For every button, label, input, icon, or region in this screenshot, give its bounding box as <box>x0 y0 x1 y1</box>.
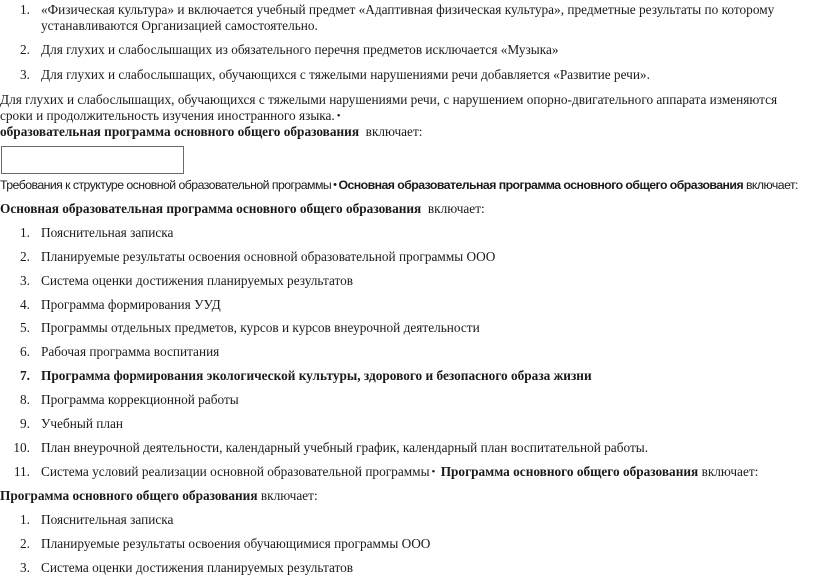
section-heading <box>0 488 318 504</box>
list-item-text: Система условий реализации основной образовательной программы <box>41 464 430 479</box>
list-item-text: Программа коррекционной работы <box>41 392 239 407</box>
list-item-text: Пояснительная записка <box>41 512 174 527</box>
list-number: 2. <box>20 249 30 264</box>
list-item-text: Система оценки достижения планируемых результатов <box>41 560 354 575</box>
bullet-icon: • <box>431 466 436 478</box>
section-heading <box>0 201 485 217</box>
list-item-text: Учебный план <box>41 416 124 431</box>
heading-bold-text: Основная образовательная программа основного общего образования <box>0 201 422 216</box>
list-item-text: Программа формирования экологической культуры, здорового и безопасного образа жизни <box>41 368 592 383</box>
list-number: 1. <box>20 225 30 240</box>
empty-frame <box>1 146 184 174</box>
heading-rest-text: включает: <box>260 488 318 503</box>
list-number: 3. <box>20 560 30 575</box>
list-number: 3. <box>20 67 30 82</box>
list-item-text: Программы отдельных предметов, курсов и курсов внеурочной деятельности <box>41 320 480 335</box>
list-item-text: Планируемые результаты освоения обучающимися программы ООО <box>41 536 431 551</box>
list-item-composite <box>41 464 758 481</box>
list-number: 3. <box>20 273 30 288</box>
list-item-rest-text: включает: <box>701 464 759 479</box>
heading-rest-text: включает: <box>427 201 485 216</box>
list-item-text-continued: устанавливаются Организацией самостоятельно. <box>41 18 318 33</box>
list-item-text: Для глухих и слабослышащих из обязательного перечня предметов исключается «Музыка» <box>41 42 559 57</box>
list-item-text: Для глухих и слабослышащих, обучающихся с тяжелыми нарушениями речи добавляется «Развитие речи». <box>41 67 650 82</box>
heading-rest-text: включает: <box>365 124 423 139</box>
list-number: 6. <box>20 344 30 359</box>
requirements-rest-text: включает: <box>745 178 798 192</box>
requirements-line <box>0 177 798 194</box>
list-number: 1. <box>20 512 30 527</box>
heading-bold-text: образовательная программа основного общего образования <box>0 124 360 139</box>
bullet-icon: • <box>336 110 341 122</box>
list-number: 11. <box>13 464 30 479</box>
heading-bold-text: Программа основного общего образования <box>0 488 258 503</box>
list-number: 8. <box>20 392 30 407</box>
bullet-icon: • <box>333 179 337 191</box>
section-heading <box>0 124 422 140</box>
list-item-text: «Физическая культура» и включается учебный предмет «Адаптивная физическая культура», предметные результаты по которому <box>41 2 775 17</box>
list-item-text: Пояснительная записка <box>41 225 174 240</box>
list-number: 2. <box>20 42 30 57</box>
list-number: 7. <box>20 368 30 383</box>
list-item-text: Программа формирования УУД <box>41 297 221 312</box>
paragraph-text: сроки и продолжительность изучения иностранного языка. <box>0 108 335 123</box>
list-number: 4. <box>20 297 30 312</box>
list-item-text: Планируемые результаты освоения основной образовательной программы ООО <box>41 249 496 264</box>
list-number: 9. <box>20 416 30 431</box>
list-number: 1. <box>20 2 30 17</box>
list-item-bold-text: Программа основного общего образования <box>440 464 699 479</box>
list-number: 5. <box>20 320 30 335</box>
list-number: 10. <box>13 440 30 455</box>
list-number: 2. <box>20 536 30 551</box>
list-item-text: План внеурочной деятельности, календарный учебный график, календарный план воспитательной работы. <box>41 440 649 455</box>
list-item-text: Система оценки достижения планируемых результатов <box>41 273 354 288</box>
requirements-bold-text: Основная образовательная программа основного общего образования <box>338 178 744 192</box>
list-item-text: Рабочая программа воспитания <box>41 344 220 359</box>
requirements-text: Требования к структуре основной образовательной программы <box>0 178 332 192</box>
paragraph-line: Для глухих и слабослышащих, обучающихся с тяжелыми нарушениями речи, с нарушением опорно-двигательного аппарата изменяются <box>0 92 778 107</box>
paragraph-line <box>0 108 343 125</box>
